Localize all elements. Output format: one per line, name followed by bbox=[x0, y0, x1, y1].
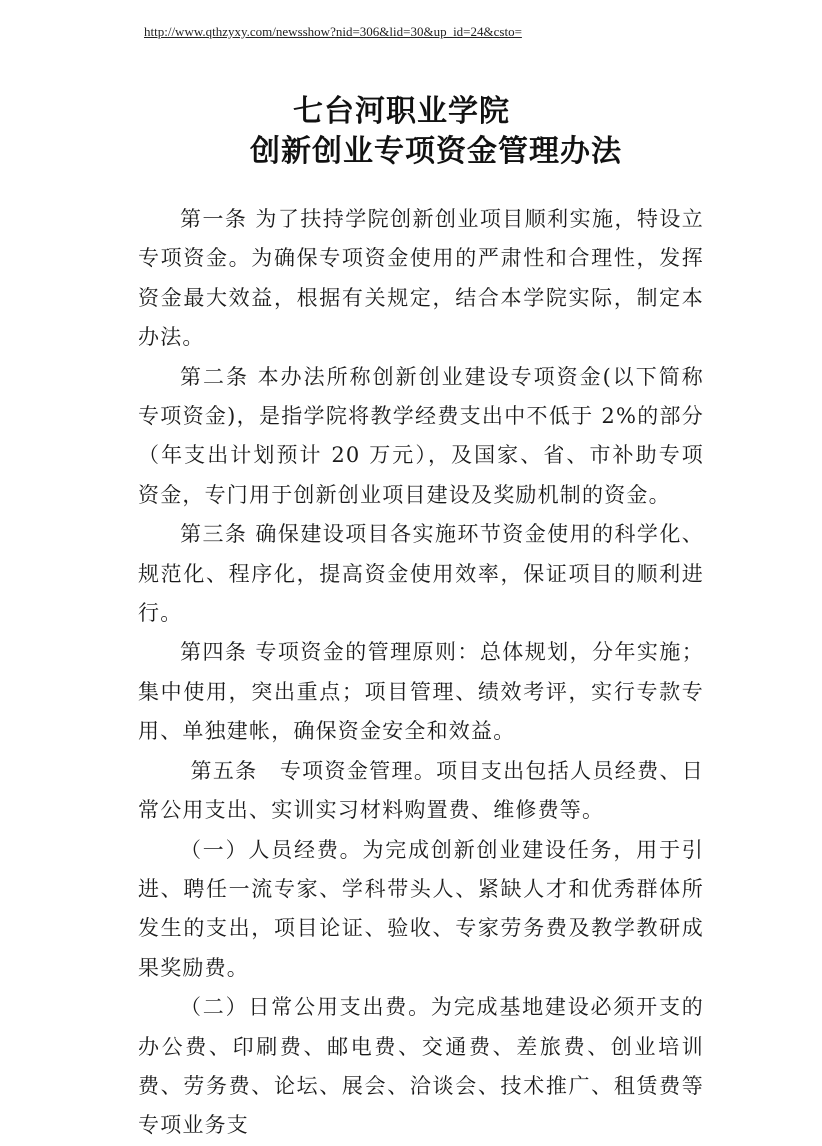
source-url-link[interactable]: http://www.qthzyxy.com/newsshow?nid=306&lid=30&up_id=24&csto= bbox=[144, 24, 522, 39]
document-title-line-2: 创新创业专项资金管理办法 bbox=[250, 134, 622, 169]
document-body bbox=[138, 200, 704, 1146]
article-2-paragraph: 第二条 本办法所称创新创业建设专项资金(以下简称专项资金)，是指学院将教学经费支出中不低于 2%的部分（年支出计划预计 20 万元），及国家、省、市补助专项资金，专门用于创新创业项目建设及奖励机制的资金。 bbox=[138, 364, 704, 507]
article-5-paragraph: 第五条 专项资金管理。项目支出包括人员经费、日常公用支出、实训实习材料购置费、维修费等。 bbox=[138, 758, 704, 823]
clause-1-paragraph: （一）人员经费。为完成创新创业建设任务，用于引进、聘任一流专家、学科带头人、紧缺人才和优秀群体所发生的支出，项目论证、验收、专家劳务费及教学教研成果奖励费。 bbox=[138, 837, 704, 980]
document-title-line-1: 七台河职业学院 bbox=[293, 94, 510, 129]
article-4-paragraph: 第四条 专项资金的管理原则：总体规划，分年实施；集中使用，突出重点；项目管理、绩效考评，实行专款专用、单独建帐，确保资金安全和效益。 bbox=[138, 640, 704, 744]
article-1-paragraph: 第一条 为了扶持学院创新创业项目顺利实施，特设立专项资金。为确保专项资金使用的严肃性和合理性，发挥资金最大效益，根据有关规定，结合本学院实际，制定本办法。 bbox=[138, 207, 704, 350]
clause-2-paragraph: （二）日常公用支出费。为完成基地建设必须开支的办公费、印刷费、邮电费、交通费、差旅费、创业培训费、劳务费、论坛、展会、洽谈会、技术推广、租赁费等专项业务支 bbox=[138, 995, 704, 1138]
article-3-paragraph: 第三条 确保建设项目各实施环节资金使用的科学化、规范化、程序化，提高资金使用效率，保证项目的顺利进行。 bbox=[138, 522, 704, 626]
